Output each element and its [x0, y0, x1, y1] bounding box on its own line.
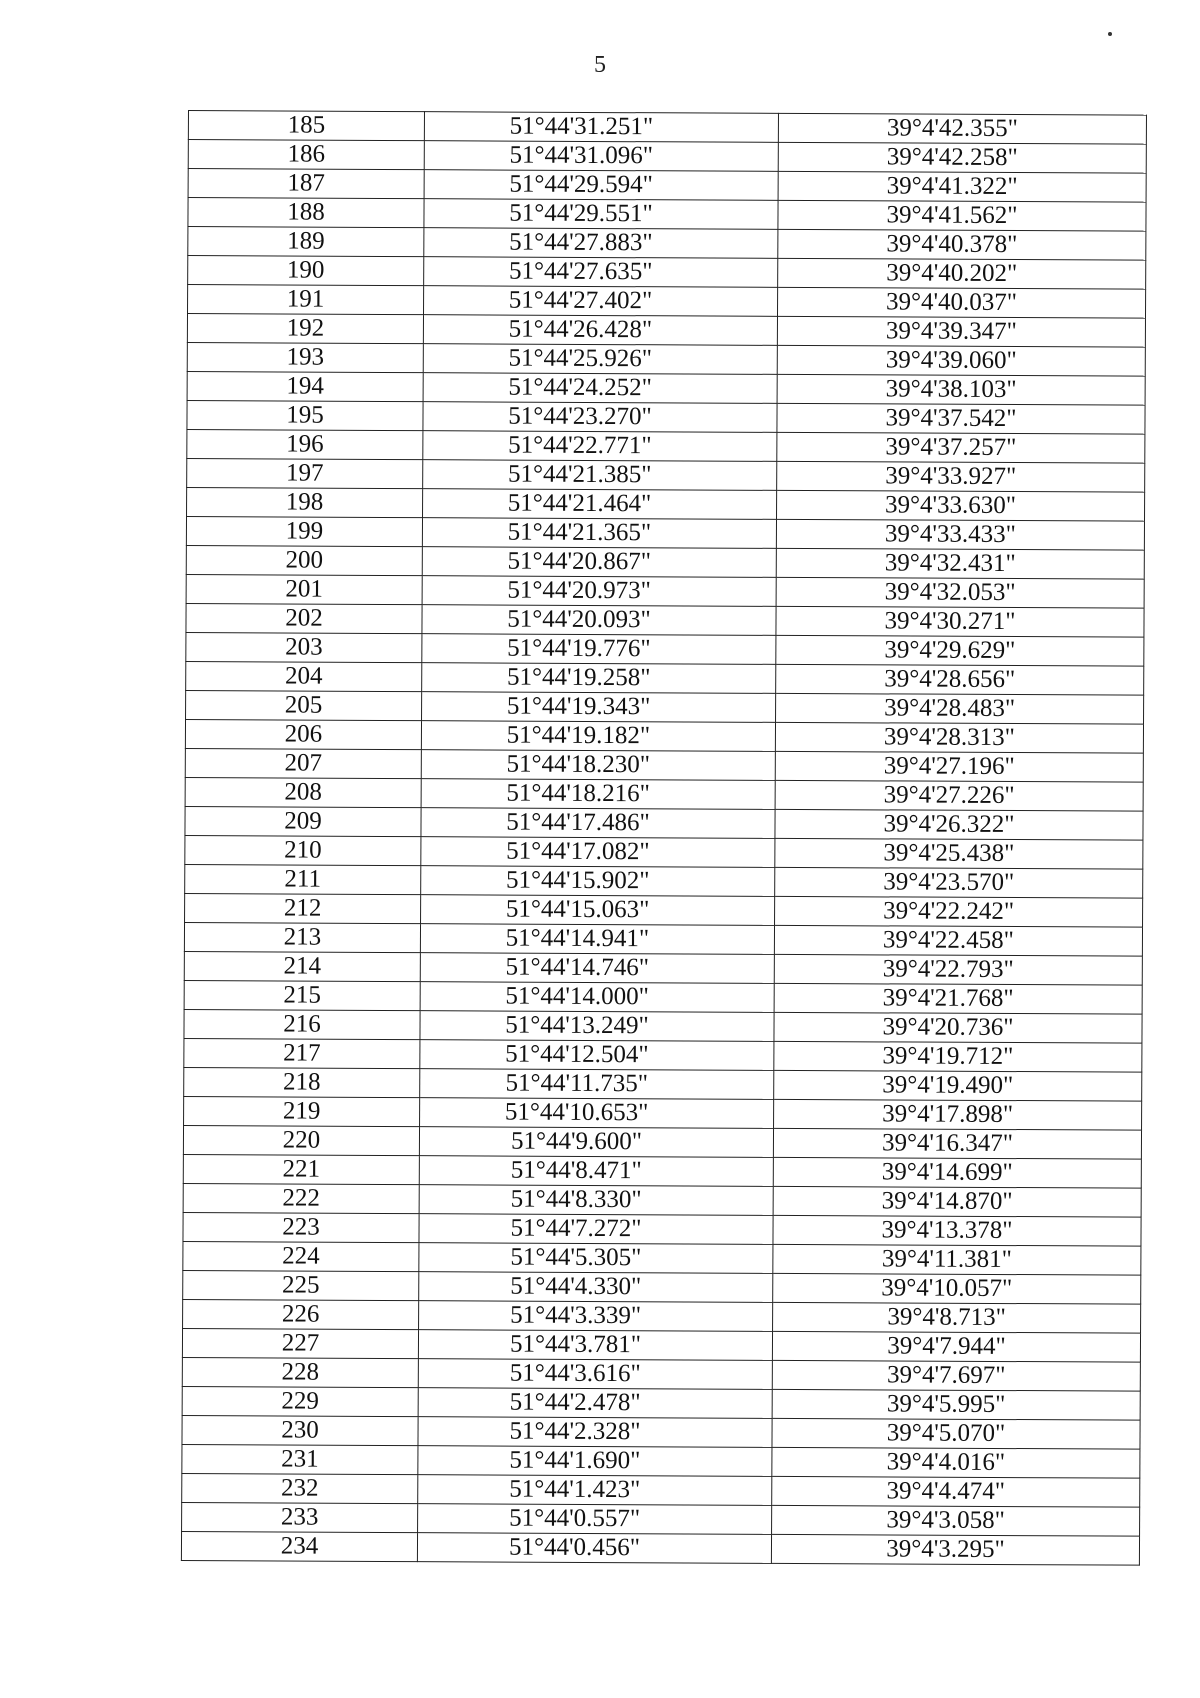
point-number-cell: 188	[188, 198, 424, 228]
latitude-cell: 51°44'19.343"	[422, 692, 776, 723]
point-number-cell: 221	[183, 1154, 419, 1184]
longitude-cell: 39°4'19.490"	[774, 1070, 1142, 1101]
point-number-cell: 228	[182, 1357, 418, 1387]
latitude-cell: 51°44'20.867"	[422, 547, 776, 578]
longitude-cell: 39°4'20.736"	[774, 1012, 1142, 1043]
point-number-cell: 187	[188, 169, 424, 199]
point-number-cell: 206	[185, 719, 421, 749]
latitude-cell: 51°44'21.464"	[423, 489, 777, 520]
table-row	[184, 1038, 1142, 1072]
longitude-cell: 39°4'33.433"	[776, 519, 1144, 550]
point-number-cell: 217	[184, 1038, 420, 1068]
table-row	[185, 835, 1143, 869]
latitude-cell: 51°44'20.973"	[422, 576, 776, 607]
longitude-cell: 39°4'27.226"	[775, 780, 1143, 811]
point-number-cell: 186	[188, 140, 424, 170]
table-row	[182, 1357, 1140, 1391]
longitude-cell: 39°4'8.713"	[773, 1302, 1141, 1333]
table-row	[187, 429, 1145, 463]
latitude-cell: 51°44'14.000"	[420, 982, 774, 1013]
table-row	[182, 1444, 1140, 1478]
longitude-cell: 39°4'22.793"	[774, 954, 1142, 985]
point-number-cell: 196	[187, 429, 423, 459]
table-row	[188, 285, 1146, 319]
latitude-cell: 51°44'29.551"	[424, 199, 778, 230]
point-number-cell: 218	[184, 1067, 420, 1097]
latitude-cell: 51°44'19.182"	[421, 721, 775, 752]
longitude-cell: 39°4'21.768"	[774, 983, 1142, 1014]
point-number-cell: 208	[185, 777, 421, 807]
longitude-cell: 39°4'27.196"	[775, 751, 1143, 782]
latitude-cell: 51°44'0.456"	[417, 1533, 771, 1564]
latitude-cell: 51°44'19.776"	[422, 634, 776, 665]
point-number-cell: 207	[185, 748, 421, 778]
point-number-cell: 205	[186, 690, 422, 720]
longitude-cell: 39°4'40.202"	[778, 258, 1146, 289]
latitude-cell: 51°44'22.771"	[423, 431, 777, 462]
longitude-cell: 39°4'33.630"	[777, 490, 1145, 521]
latitude-cell: 51°44'31.251"	[424, 112, 778, 143]
table-row	[186, 690, 1144, 724]
point-number-cell: 234	[181, 1531, 417, 1561]
latitude-cell: 51°44'18.216"	[421, 779, 775, 810]
longitude-cell: 39°4'37.542"	[777, 403, 1145, 434]
point-number-cell: 233	[182, 1502, 418, 1532]
longitude-cell: 39°4'28.313"	[775, 722, 1143, 753]
longitude-cell: 39°4'42.355"	[778, 113, 1146, 144]
longitude-cell: 39°4'5.070"	[772, 1418, 1140, 1449]
table-row	[184, 951, 1142, 985]
table-row	[188, 169, 1146, 203]
latitude-cell: 51°44'24.252"	[423, 373, 777, 404]
longitude-cell: 39°4'32.431"	[776, 548, 1144, 579]
table-row	[185, 777, 1143, 811]
table-row	[183, 1154, 1141, 1188]
table-row	[182, 1473, 1140, 1507]
longitude-cell: 39°4'28.656"	[776, 664, 1144, 695]
longitude-cell: 39°4'5.995"	[772, 1389, 1140, 1420]
longitude-cell: 39°4'33.927"	[777, 461, 1145, 492]
longitude-cell: 39°4'23.570"	[775, 867, 1143, 898]
latitude-cell: 51°44'17.082"	[421, 837, 775, 868]
longitude-cell: 39°4'28.483"	[776, 693, 1144, 724]
latitude-cell: 51°44'2.328"	[418, 1417, 772, 1448]
point-number-cell: 231	[182, 1444, 418, 1474]
point-number-cell: 230	[182, 1415, 418, 1445]
longitude-cell: 39°4'19.712"	[774, 1041, 1142, 1072]
longitude-cell: 39°4'11.381"	[773, 1244, 1141, 1275]
point-number-cell: 201	[186, 574, 422, 604]
longitude-cell: 39°4'22.458"	[774, 925, 1142, 956]
point-number-cell: 199	[186, 516, 422, 546]
table-row	[185, 893, 1143, 927]
point-number-cell: 192	[187, 314, 423, 344]
table-row	[183, 1125, 1141, 1159]
point-number-cell: 189	[188, 227, 424, 257]
point-number-cell: 229	[182, 1386, 418, 1416]
point-number-cell: 222	[183, 1183, 419, 1213]
point-number-cell: 210	[185, 835, 421, 865]
scan-dot	[1108, 32, 1112, 36]
latitude-cell: 51°44'11.735"	[420, 1069, 774, 1100]
table-row	[181, 1531, 1139, 1565]
latitude-cell: 51°44'5.305"	[419, 1243, 773, 1274]
table-row	[186, 603, 1144, 637]
table-row	[184, 980, 1142, 1014]
point-number-cell: 232	[182, 1473, 418, 1503]
point-number-cell: 193	[187, 342, 423, 372]
longitude-cell: 39°4'29.629"	[776, 635, 1144, 666]
point-number-cell: 226	[183, 1299, 419, 1329]
table-row	[187, 487, 1145, 521]
table-row	[188, 140, 1146, 174]
table-row	[183, 1212, 1141, 1246]
longitude-cell: 39°4'26.322"	[775, 809, 1143, 840]
table-row	[184, 1096, 1142, 1130]
point-number-cell: 202	[186, 603, 422, 633]
point-number-cell: 190	[188, 256, 424, 286]
latitude-cell: 51°44'27.883"	[424, 228, 778, 259]
latitude-cell: 51°44'3.339"	[419, 1301, 773, 1332]
table-row	[187, 342, 1145, 376]
point-number-cell: 216	[184, 1009, 420, 1039]
latitude-cell: 51°44'3.781"	[418, 1330, 772, 1361]
longitude-cell: 39°4'14.699"	[773, 1157, 1141, 1188]
latitude-cell: 51°44'15.902"	[421, 866, 775, 897]
longitude-cell: 39°4'7.944"	[772, 1331, 1140, 1362]
latitude-cell: 51°44'15.063"	[421, 895, 775, 926]
longitude-cell: 39°4'22.242"	[775, 896, 1143, 927]
table-row	[185, 806, 1143, 840]
longitude-cell: 39°4'3.295"	[771, 1534, 1139, 1565]
point-number-cell: 195	[187, 400, 423, 430]
latitude-cell: 51°44'20.093"	[422, 605, 776, 636]
coordinates-table	[181, 110, 1147, 1566]
table-row	[182, 1502, 1140, 1536]
point-number-cell: 220	[183, 1125, 419, 1155]
table-row	[183, 1241, 1141, 1275]
table-row	[188, 256, 1146, 290]
table-row	[182, 1386, 1140, 1420]
point-number-cell: 215	[184, 980, 420, 1010]
latitude-cell: 51°44'2.478"	[418, 1388, 772, 1419]
longitude-cell: 39°4'41.322"	[778, 171, 1146, 202]
latitude-cell: 51°44'9.600"	[419, 1127, 773, 1158]
latitude-cell: 51°44'14.746"	[420, 953, 774, 984]
longitude-cell: 39°4'40.037"	[777, 287, 1145, 318]
latitude-cell: 51°44'14.941"	[420, 924, 774, 955]
latitude-cell: 51°44'31.096"	[424, 141, 778, 172]
latitude-cell: 51°44'0.557"	[418, 1504, 772, 1535]
point-number-cell: 209	[185, 806, 421, 836]
point-number-cell: 200	[186, 545, 422, 575]
longitude-cell: 39°4'14.870"	[773, 1186, 1141, 1217]
longitude-cell: 39°4'40.378"	[778, 229, 1146, 260]
table-row	[188, 198, 1146, 232]
longitude-cell: 39°4'7.697"	[772, 1360, 1140, 1391]
latitude-cell: 51°44'12.504"	[420, 1040, 774, 1071]
latitude-cell: 51°44'4.330"	[419, 1272, 773, 1303]
longitude-cell: 39°4'3.058"	[772, 1505, 1140, 1536]
longitude-cell: 39°4'13.378"	[773, 1215, 1141, 1246]
longitude-cell: 39°4'38.103"	[777, 374, 1145, 405]
table-row	[186, 545, 1144, 579]
longitude-cell: 39°4'17.898"	[774, 1099, 1142, 1130]
table-row	[185, 719, 1143, 753]
table-row	[183, 1183, 1141, 1217]
table-row	[185, 864, 1143, 898]
latitude-cell: 51°44'1.423"	[418, 1475, 772, 1506]
point-number-cell: 223	[183, 1212, 419, 1242]
latitude-cell: 51°44'29.594"	[424, 170, 778, 201]
point-number-cell: 191	[188, 285, 424, 315]
latitude-cell: 51°44'21.365"	[422, 518, 776, 549]
table-row	[187, 314, 1145, 348]
longitude-cell: 39°4'30.271"	[776, 606, 1144, 637]
longitude-cell: 39°4'4.016"	[772, 1447, 1140, 1478]
point-number-cell: 211	[185, 864, 421, 894]
point-number-cell: 204	[186, 661, 422, 691]
point-number-cell: 224	[183, 1241, 419, 1271]
point-number-cell: 203	[186, 632, 422, 662]
longitude-cell: 39°4'4.474"	[772, 1476, 1140, 1507]
table-row	[188, 227, 1146, 261]
table-row	[184, 922, 1142, 956]
latitude-cell: 51°44'18.230"	[421, 750, 775, 781]
table-row	[182, 1328, 1140, 1362]
latitude-cell: 51°44'25.926"	[423, 344, 777, 375]
table-row	[186, 632, 1144, 666]
table-row	[182, 1415, 1140, 1449]
page-number: 5	[594, 52, 606, 78]
longitude-cell: 39°4'41.562"	[778, 200, 1146, 231]
table-row	[184, 1009, 1142, 1043]
point-number-cell: 219	[184, 1096, 420, 1126]
table-row	[183, 1299, 1141, 1333]
latitude-cell: 51°44'8.330"	[419, 1185, 773, 1216]
latitude-cell: 51°44'19.258"	[422, 663, 776, 694]
latitude-cell: 51°44'13.249"	[420, 1011, 774, 1042]
latitude-cell: 51°44'10.653"	[420, 1098, 774, 1129]
latitude-cell: 51°44'27.635"	[424, 257, 778, 288]
point-number-cell: 225	[183, 1270, 419, 1300]
longitude-cell: 39°4'42.258"	[778, 142, 1146, 173]
point-number-cell: 213	[184, 922, 420, 952]
point-number-cell: 227	[182, 1328, 418, 1358]
table-row	[185, 748, 1143, 782]
longitude-cell: 39°4'39.347"	[777, 316, 1145, 347]
latitude-cell: 51°44'27.402"	[424, 286, 778, 317]
longitude-cell: 39°4'10.057"	[773, 1273, 1141, 1304]
longitude-cell: 39°4'39.060"	[777, 345, 1145, 376]
latitude-cell: 51°44'8.471"	[419, 1156, 773, 1187]
table-row	[188, 111, 1146, 145]
latitude-cell: 51°44'26.428"	[423, 315, 777, 346]
table-row	[187, 371, 1145, 405]
point-number-cell: 194	[187, 371, 423, 401]
longitude-cell: 39°4'37.257"	[777, 432, 1145, 463]
longitude-cell: 39°4'25.438"	[775, 838, 1143, 869]
longitude-cell: 39°4'16.347"	[773, 1128, 1141, 1159]
point-number-cell: 185	[188, 111, 424, 141]
table-row	[187, 458, 1145, 492]
latitude-cell: 51°44'23.270"	[423, 402, 777, 433]
latitude-cell: 51°44'7.272"	[419, 1214, 773, 1245]
table-row	[186, 516, 1144, 550]
latitude-cell: 51°44'17.486"	[421, 808, 775, 839]
point-number-cell: 198	[187, 487, 423, 517]
table-row	[183, 1270, 1141, 1304]
latitude-cell: 51°44'1.690"	[418, 1446, 772, 1477]
table-row	[186, 574, 1144, 608]
point-number-cell: 212	[185, 893, 421, 923]
coordinates-table-body	[181, 111, 1146, 1566]
latitude-cell: 51°44'21.385"	[423, 460, 777, 491]
point-number-cell: 197	[187, 458, 423, 488]
latitude-cell: 51°44'3.616"	[418, 1359, 772, 1390]
table-row	[186, 661, 1144, 695]
table-row	[184, 1067, 1142, 1101]
longitude-cell: 39°4'32.053"	[776, 577, 1144, 608]
table-row	[187, 400, 1145, 434]
point-number-cell: 214	[184, 951, 420, 981]
